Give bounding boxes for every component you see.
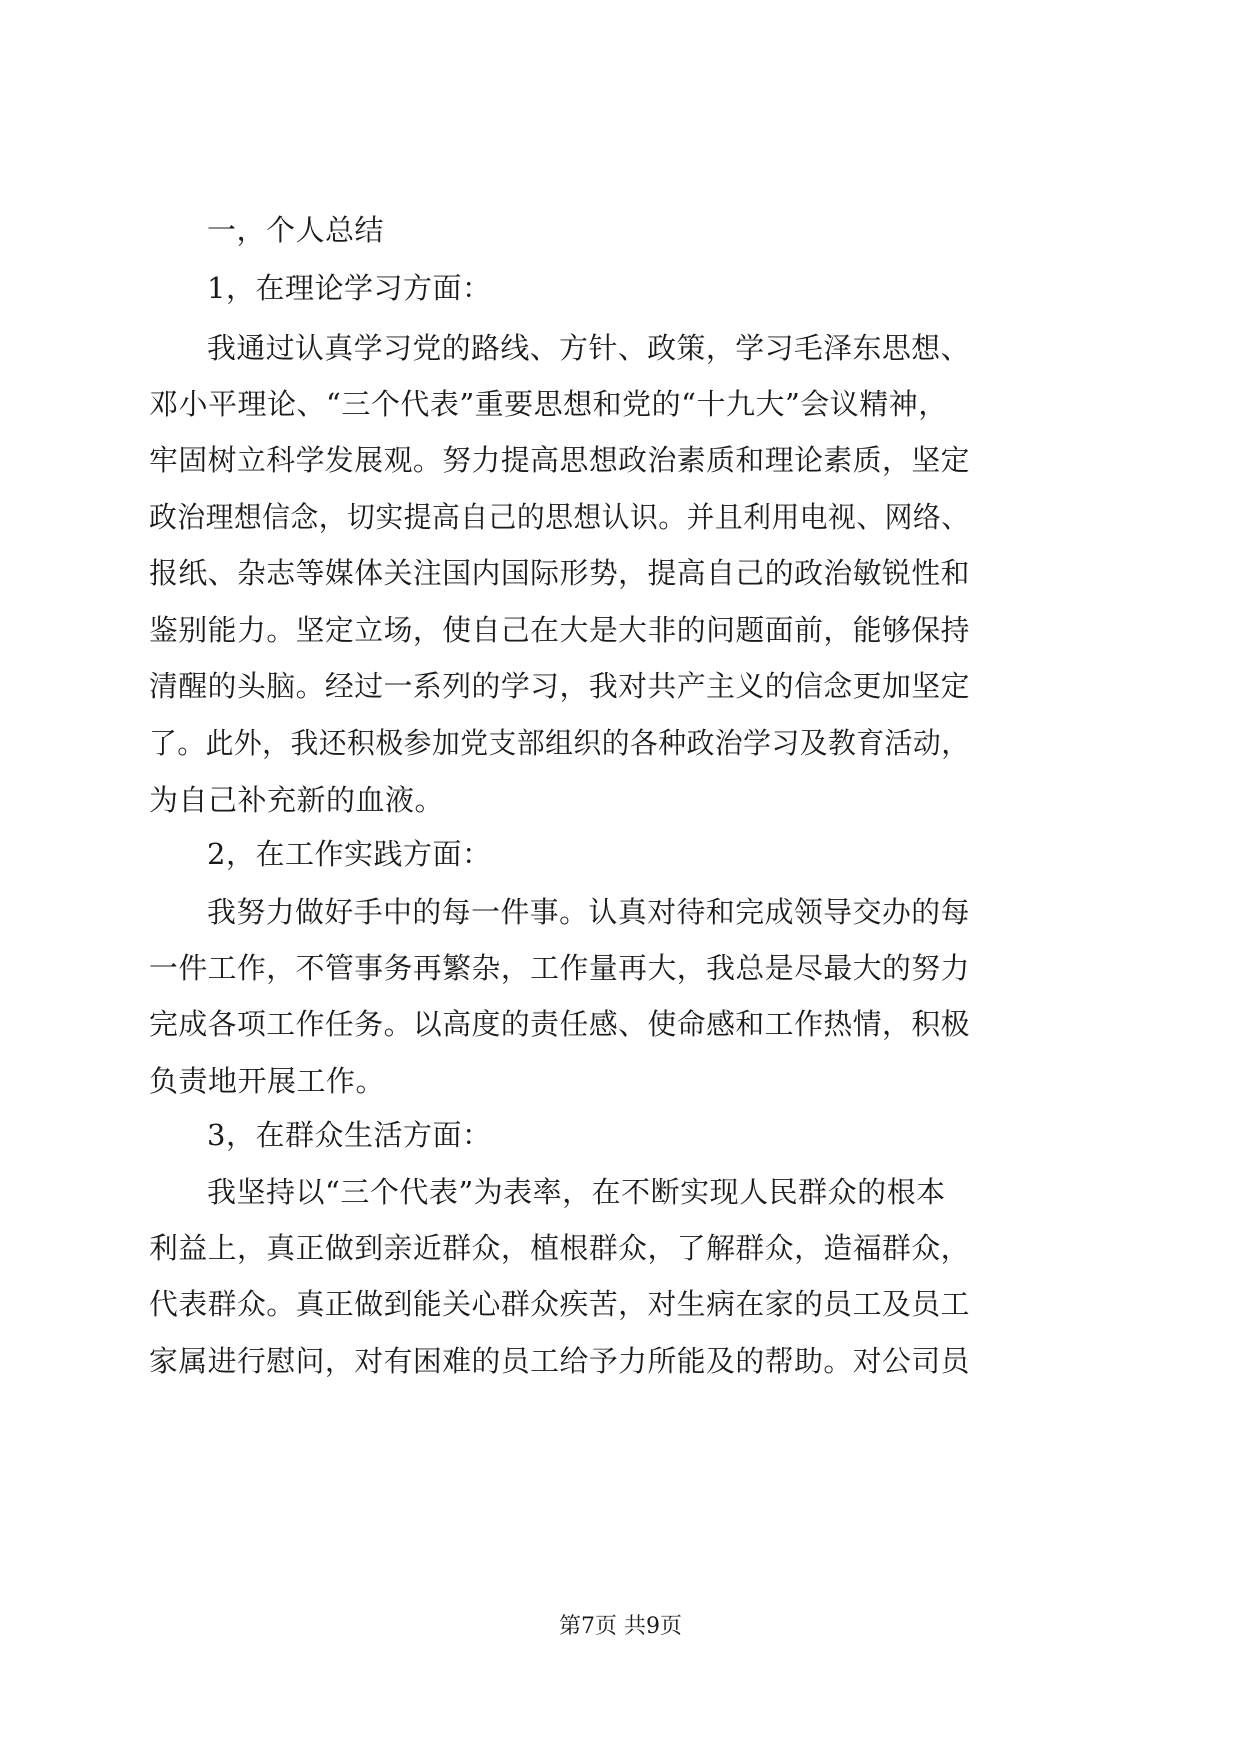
body-line: 完成各项工作任务。以高度的责任感、使命感和工作热情，积极 [149,1007,971,1041]
subsection-heading: 2，在工作实践方面： [207,837,492,871]
subsection-heading: 1，在理论学习方面： [207,271,492,305]
page-number-footer: 第7页 共9页 [559,1614,682,1639]
section-heading: 一，个人总结 [207,213,385,247]
body-line: 清醒的头脑。经过一系列的学习，我对共产主义的信念更加坚定 [149,669,971,703]
body-line: 鉴别能力。坚定立场，使自己在大是大非的问题面前，能够保持 [149,613,971,647]
body-line: 政治理想信念，切实提高自己的思想认识。并且利用电视、网络、 [149,500,970,534]
body-line: 利益上，真正做到亲近群众，植根群众，了解群众，造福群众， [149,1231,971,1265]
body-line: 了。此外，我还积极参加党支部组织的各种政治学习及教育活动， [149,726,970,760]
body-line: 负责地开展工作。 [149,1064,386,1098]
subsection-heading: 3，在群众生活方面： [207,1118,492,1152]
body-line: 我通过认真学习党的路线、方针、政策，学习毛泽东思想、 [207,331,971,365]
body-line: 代表群众。真正做到能关心群众疾苦，对生病在家的员工及员工 [149,1287,971,1321]
body-line: 为自己补充新的血液。 [149,783,445,817]
body-line: 我努力做好手中的每一件事。认真对待和完成领导交办的每 [207,895,971,929]
body-line: 邓小平理论、“三个代表”重要思想和党的“十九大”会议精神， [149,387,948,421]
body-line: 牢固树立科学发展观。努力提高思想政治素质和理论素质，坚定 [149,443,971,477]
body-line: 家属进行慰问，对有困难的员工给予力所能及的帮助。对公司员 [149,1344,971,1378]
body-line: 一件工作，不管事务再繁杂，工作量再大，我总是尽最大的努力 [149,951,971,985]
body-line: 我坚持以“三个代表”为表率，在不断实现人民群众的根本 [207,1175,946,1209]
body-line: 报纸、杂志等媒体关注国内国际形势，提高自己的政治敏锐性和 [149,556,971,590]
